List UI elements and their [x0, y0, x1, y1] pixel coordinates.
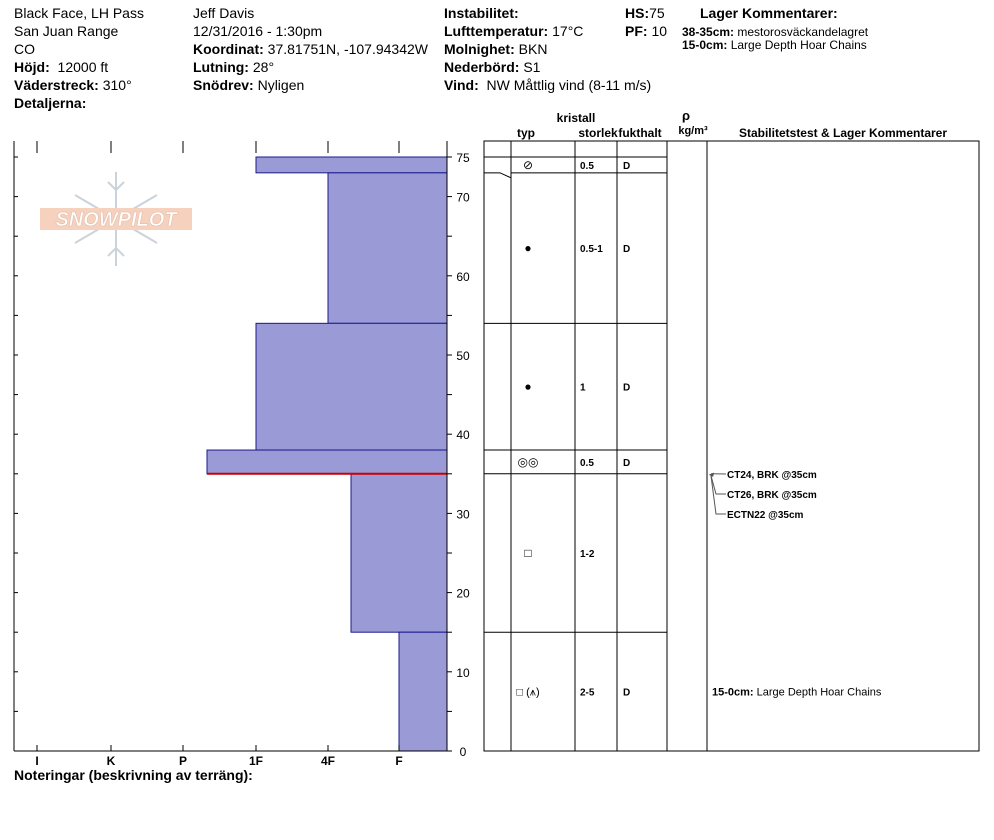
col-density-unit: kg/m³ — [678, 125, 708, 137]
sky-cover: Molnighet: BKN — [444, 41, 548, 57]
grain-size: 0.5 — [580, 160, 594, 172]
hardness-tick-label: 1F — [248, 754, 264, 768]
stability-test-label: ECTN22 @35cm — [727, 510, 804, 521]
connector-line — [484, 173, 511, 178]
hardness-tick-label: K — [106, 754, 116, 768]
hardness-bar — [256, 157, 447, 173]
col-stability: Stabilitetstest & Lager Kommentarer — [738, 126, 948, 140]
moisture: D — [623, 382, 631, 394]
col-type: typ — [517, 126, 535, 140]
hardness-bar — [399, 632, 447, 751]
col-density-symbol: ρ — [681, 108, 691, 123]
grain-type-symbol: □ — [524, 546, 532, 560]
hardness-tick-label: I — [35, 754, 39, 768]
depth-tick-label: 75 — [456, 151, 470, 165]
grain-size: 1 — [580, 382, 586, 394]
grain-type-symbol: □ (⩚) — [516, 686, 540, 699]
hardness-bar — [351, 474, 447, 632]
moisture: D — [623, 244, 631, 256]
hardness-tick-label: P — [178, 754, 188, 768]
moisture: D — [623, 687, 631, 699]
col-crystal: kristall — [556, 111, 596, 125]
hardness-tick-label: F — [395, 754, 403, 768]
aspect: Väderstreck: 310° — [14, 77, 132, 93]
details: Detaljerna: — [14, 95, 87, 111]
grain-size: 0.5-1 — [580, 244, 603, 256]
penetration: PF: 10 — [625, 23, 668, 39]
grain-type-symbol: ● — [524, 379, 532, 394]
logo-text: SNOWPILOT — [55, 209, 177, 231]
location-state: CO — [14, 41, 35, 57]
depth-tick-label: 20 — [456, 586, 470, 601]
observer: Jeff Davis — [193, 5, 255, 21]
grain-size: 2-5 — [580, 687, 595, 699]
moisture: D — [623, 160, 631, 172]
elevation: Höjd: 12000 ft — [14, 59, 109, 75]
depth-tick-label: 10 — [456, 665, 470, 680]
precipitation: Nederbörd: S1 — [444, 59, 541, 75]
slope: Lutning: 28° — [193, 59, 275, 75]
depth-tick-label: 0 — [459, 745, 467, 759]
grain-type-symbol: ● — [524, 241, 532, 256]
grain-size: 0.5 — [580, 457, 594, 469]
layer-comments-title: Lager Kommentarer: — [700, 5, 838, 21]
col-size: storlek — [578, 126, 618, 140]
hardness-bar — [207, 450, 447, 474]
instability: Instabilitet: — [444, 5, 519, 21]
depth-tick-label: 50 — [456, 349, 470, 363]
stability-test-label: CT24, BRK @35cm — [727, 470, 817, 481]
test-pointer — [711, 476, 726, 514]
depth-tick-label: 70 — [456, 190, 470, 205]
layer-comment-1: 38-35cm: mestorosväckandelagret — [682, 25, 869, 39]
datetime: 12/31/2016 - 1:30pm — [193, 23, 323, 39]
table-frame — [484, 141, 979, 751]
snow-height: HS:75 — [625, 5, 665, 21]
snowpilot-logo — [40, 172, 192, 266]
moisture: D — [623, 457, 631, 469]
hardness-layers — [207, 157, 447, 751]
stability-tests — [709, 470, 882, 699]
hardness-bar — [256, 323, 447, 450]
notes-label: Noteringar (beskrivning av terräng): — [14, 767, 253, 783]
hardness-bar — [328, 173, 447, 323]
location-range: San Juan Range — [14, 23, 119, 39]
stratigraphy-table — [484, 141, 979, 751]
grain-type-symbol: ◎◎ — [517, 454, 539, 469]
coordinates: Koordinat: 37.81751N, -107.94342W — [193, 41, 428, 57]
grain-type-symbol: ⊘ — [522, 157, 534, 172]
location-name: Black Face, LH Pass — [14, 5, 144, 21]
stability-test-label: CT26, BRK @35cm — [727, 490, 817, 501]
col-moisture: fukthalt — [618, 126, 662, 140]
depth-tick-label: 30 — [456, 507, 470, 522]
layer-comment-2: 15-0cm: Large Depth Hoar Chains — [682, 38, 867, 52]
drift: Snödrev: Nyligen — [193, 77, 305, 93]
depth-tick-label: 40 — [456, 428, 470, 443]
wind: Vind: NW Måttlig vind (8-11 m/s) — [444, 77, 652, 93]
grain-size: 1-2 — [580, 549, 595, 560]
hardness-tick-label: 4F — [320, 754, 336, 768]
layer-note: 15-0cm: Large Depth Hoar Chains — [712, 686, 882, 699]
depth-tick-label: 60 — [456, 269, 470, 284]
air-temperature: Lufttemperatur: 17°C — [444, 23, 584, 39]
